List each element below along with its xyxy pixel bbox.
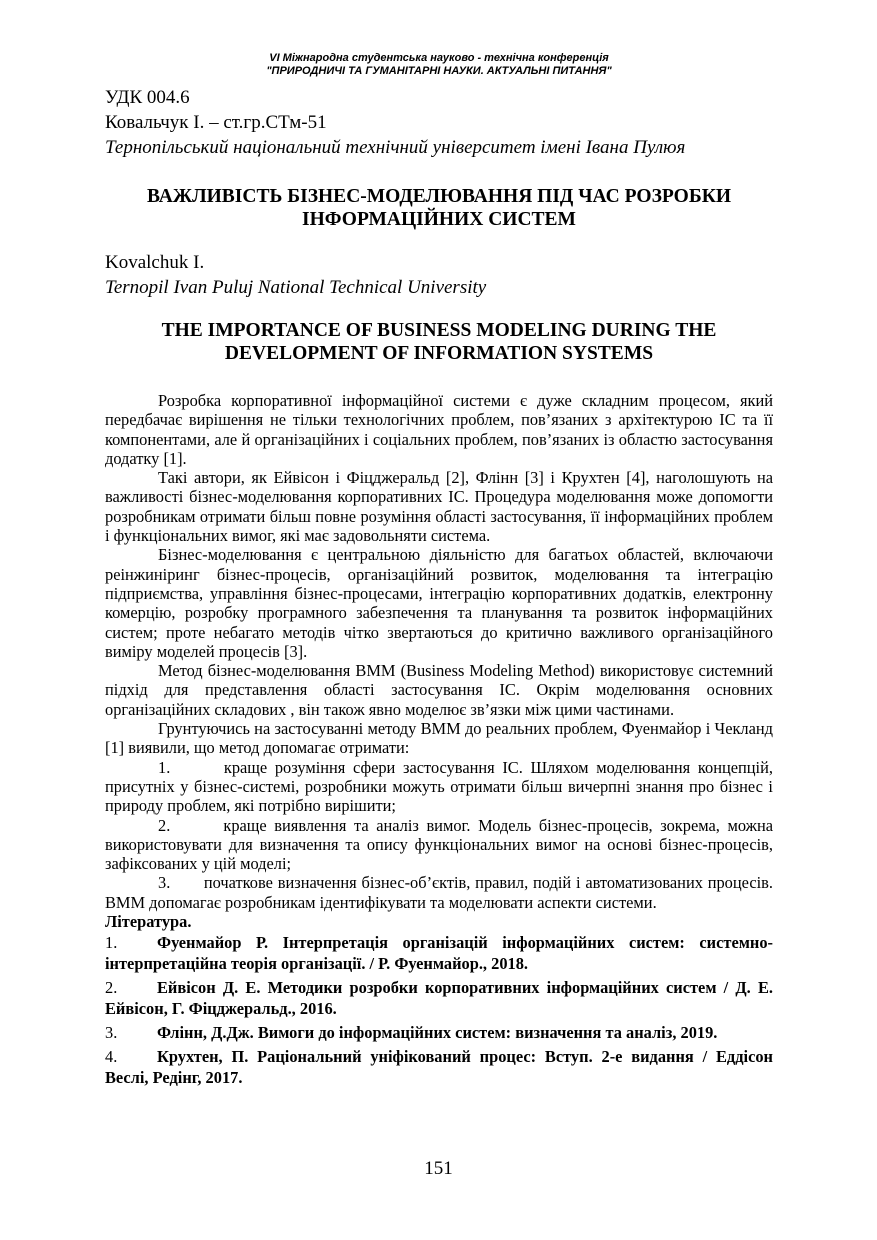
reference-number: 3. <box>105 1022 118 1042</box>
list-item: 3. початкове визначення бізнес-об’єктів, правил, подій і автоматизованих процесів. BMM допомагає розробникам ідентифікувати та моделювати аспекти системи. <box>105 873 778 912</box>
author-ua: Ковальчук І. – ст.гр.СТм-51 <box>105 112 327 133</box>
conference-line-1: VI Міжнародна студентська науково - технічна конференція <box>269 52 609 64</box>
paragraph: Бізнес-моделювання є центральною діяльністю для багатьох областей, включаючи реінжиніринг бізнес-процесів, організаційний розвиток, моделювання та інтеграцію підприємства, управління бізнес-процесами, інтеграцію корпоративних додатків, електронну комерцію, розробку програмного забезпечення та планування та розвиток інформаційних систем; проте небагато методів чітко звертаються до критично важливого організаційного виміру моделей процесів [3]. <box>105 545 773 661</box>
reference-text: Фуенмайор Р. Інтерпретація організацій інформаційних систем: системно-інтерпретаційна теорія організації. / Р. Фуенмайор., 2018. <box>105 932 773 973</box>
title-en-line-2: DEVELOPMENT OF INFORMATION SYSTEMS <box>224 343 654 364</box>
reference-number: 1. <box>105 932 118 952</box>
list-item: 2. краще виявлення та аналіз вимог. Модель бізнес-процесів, зокрема, можна використовувати для визначення та опису функціональних вимог на основі бізнес-процесів, зафіксованих у цій моделі; <box>105 815 778 874</box>
reference-number: 2. <box>105 977 118 997</box>
conference-line-2: "ПРИРОДНИЧІ ТА ГУМАНІТАРНІ НАУКИ. АКТУАЛЬНІ ПИТАННЯ" <box>266 65 612 77</box>
reference-item <box>105 1046 773 1088</box>
reference-item <box>105 1022 773 1043</box>
affiliation-en: Ternopil Ivan Puluj National Technical University <box>105 277 487 298</box>
reference-text: Флінн, Д.Дж. Вимоги до інформаційних систем: визначення та аналіз, 2019. <box>157 1022 718 1042</box>
paragraph: Грунтуючись на застосуванні методу BMM до реальних проблем, Фуенмайор і Чекланд [1] виявили, що метод допомагає отримати: <box>105 719 773 758</box>
author-en: Kovalchuk I. <box>105 252 205 273</box>
reference-text: Крухтен, П. Раціональний уніфікований процес: Вступ. 2-е видання / Еддісон Веслі, Редінг, 2017. <box>105 1046 773 1087</box>
reference-text: Ейвісон Д. Е. Методики розробки корпоративних інформаційних систем / Д. Е. Ейвісон, Г. Фіцджеральд., 2016. <box>105 977 773 1018</box>
title-en <box>105 319 773 365</box>
paper-body <box>105 391 778 912</box>
paragraph: Метод бізнес-моделювання BMM (Business Modeling Method) використовує системний підхід для представлення області застосування ІС. Окрім моделювання основних організаційних складових , він також явно моделює зв’язки між цими частинами. <box>105 661 773 719</box>
literature-heading: Література. <box>105 912 192 932</box>
paragraph: Розробка корпоративної інформаційної системи є дуже складним процесом, який передбачає вирішення не тільки технологічних проблем, пов’язаних з архітектурою ІС та її компонентами, але й організаційних і соціальних проблем, пов’язаних із областю застосування додатку [1]. <box>105 391 773 468</box>
reference-item <box>105 932 773 974</box>
title-en-line-1: THE IMPORTANCE OF BUSINESS MODELING DURING THE <box>161 320 717 341</box>
title-ua <box>105 185 773 231</box>
conference-header <box>105 52 773 78</box>
page-number: 151 <box>424 1158 453 1179</box>
reference-number: 4. <box>105 1046 118 1066</box>
list-item: 1. краще розуміння сфери застосування ІС. Шляхом моделювання концепцій, присутніх у бізнес-системі, розробники можуть отримати більш вичерпні знання про бізнес і природу проблем, які потрібно вирішити; <box>105 757 778 816</box>
title-ua-line-2: ІНФОРМАЦІЙНИХ СИСТЕМ <box>302 209 576 230</box>
paper-page <box>105 52 778 1091</box>
reference-item <box>105 977 773 1019</box>
title-ua-line-1: ВАЖЛИВІСТЬ БІЗНЕС-МОДЕЛЮВАННЯ ПІД ЧАС РОЗРОБКИ <box>146 186 732 207</box>
udc-code: УДК 004.6 <box>105 87 190 108</box>
references-list <box>105 932 773 1088</box>
paragraph: Такі автори, як Ейвісон і Фіцджеральд [2], Флінн [3] і Крухтен [4], наголошують на важливості бізнес-моделювання корпоративних ІС. Процедура моделювання може допомогти розробникам отримати більш повне розуміння області застосування, її інформаційних проблем і функціональних вимог, які має задовольняти система. <box>105 468 773 546</box>
affiliation-ua: Тернопільський національний технічний університет імені Івана Пулюя <box>105 137 686 158</box>
